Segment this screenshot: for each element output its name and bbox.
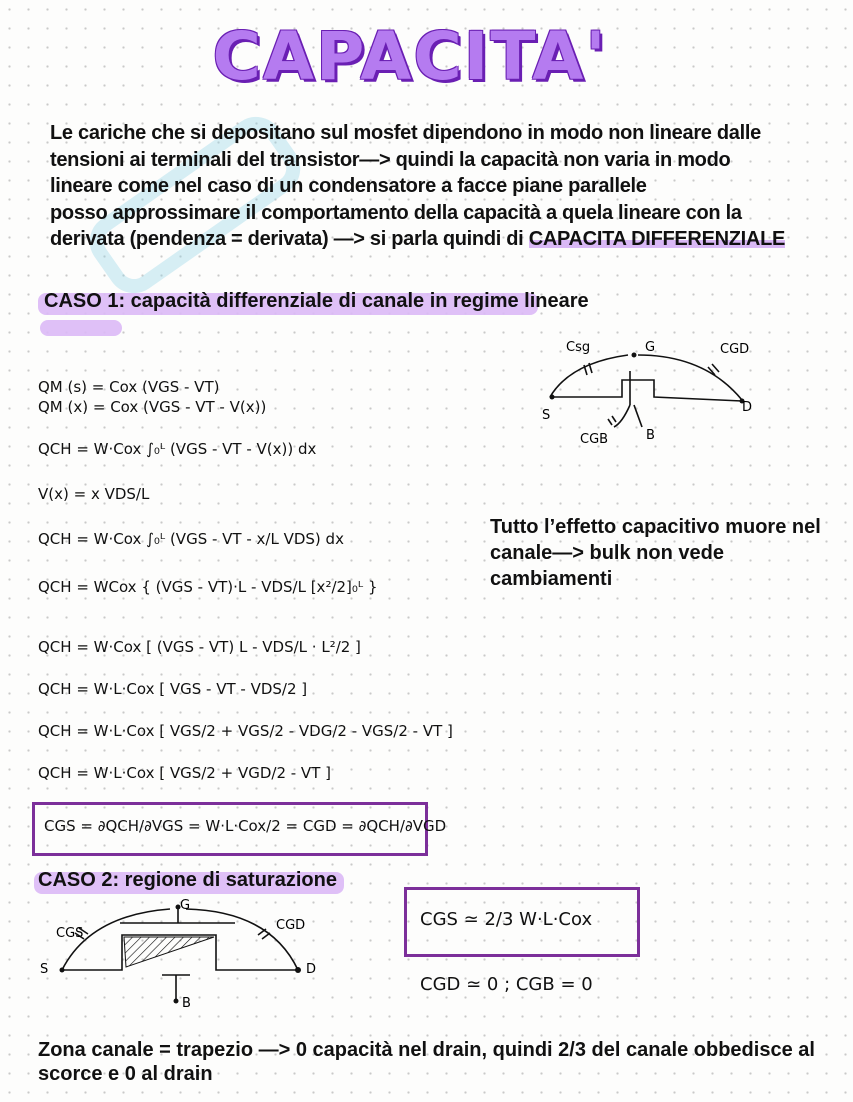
mosfet-linear-diagram <box>530 335 780 450</box>
equation-line: QCH = W·L·Cox [ VGS/2 + VGS/2 - VDG/2 - VGS/2 - VT ] <box>38 722 453 740</box>
equation-line: V(x) = x VDS/L <box>38 485 150 503</box>
label-csg: Csg <box>566 340 591 355</box>
case2-heading: CASO 2: regione di saturazione <box>38 869 337 891</box>
label-cgs: CGS <box>56 926 84 941</box>
note-line: canale—> bulk non vede <box>490 542 724 564</box>
label-d: D <box>306 962 317 977</box>
result-case2: CGS ≃ 2/3 W·L·Cox <box>420 909 593 930</box>
label-b: B <box>646 428 655 443</box>
intro-paragraph <box>50 120 840 253</box>
note-line: Tutto l’effetto capacitivo muore nel <box>490 516 821 538</box>
equation-line: QCH = W·L·Cox [ VGS - VT - VDS/2 ] <box>38 680 308 698</box>
highlighted-term: CAPACITA DIFFERENZIALE <box>528 228 786 250</box>
intro-line: tensioni ai terminali del transistor—> quindi la capacità non varia in modo <box>50 148 731 171</box>
label-s: S <box>542 408 551 423</box>
equation-line: QCH = WCox { (VGS - VT)·L - VDS/L [x²/2]₀ᴸ } <box>38 578 378 596</box>
bottom-text <box>38 1038 848 1086</box>
mosfet-saturation-diagram <box>30 895 330 1010</box>
equation-line: QM (s) = Cox (VGS - VT) <box>38 378 220 396</box>
label-cgd: CGD <box>720 342 750 357</box>
equation-line: QCH = W·Cox [ (VGS - VT) L - VDS/L · L²/2 ] <box>38 638 361 656</box>
label-cgb: CGB <box>580 432 609 447</box>
label-b: B <box>182 996 191 1010</box>
label-g: G <box>645 340 656 355</box>
note-line: cambiamenti <box>490 568 613 590</box>
label-cgd: CGD <box>276 918 306 933</box>
bottom-line: Zona canale = trapezio —> 0 capacità nel drain, quindi 2/3 del canale obbedisce al <box>38 1039 815 1061</box>
page-title: CAPACITA' <box>212 18 608 95</box>
case1-heading: CASO 1: capacità differenziale di canale in regime lineare <box>44 290 589 312</box>
intro-line: Le cariche che si depositano sul mosfet dipendono in modo non lineare dalle <box>50 122 761 144</box>
bottom-line: scorce e 0 al drain <box>38 1063 213 1085</box>
case2-extra: CGD ≃ 0 ; CGB = 0 <box>420 974 593 995</box>
heading-highlight <box>40 320 122 336</box>
intro-line: lineare come nel caso di un condensatore a facce piane parallele <box>50 175 647 197</box>
case1-note <box>490 514 850 592</box>
equation-line: QM (x) = Cox (VGS - VT - V(x)) <box>38 398 267 416</box>
label-s: S <box>40 962 49 977</box>
label-g: G <box>180 898 191 913</box>
intro-line: posso approssimare il comportamento della capacità a quela lineare con la <box>50 201 742 224</box>
equation-line: QCH = W·L·Cox [ VGS/2 + VGD/2 - VT ] <box>38 764 331 782</box>
intro-line: derivata (pendenza = derivata) —> si parla quindi di CAPACITA DIFFERENZIALE <box>50 228 786 250</box>
equation-line: QCH = W·Cox ∫₀ᴸ (VGS - VT - V(x)) dx <box>38 440 317 458</box>
label-d: D <box>742 400 753 415</box>
equation-line: QCH = W·Cox ∫₀ᴸ (VGS - VT - x/L VDS) dx <box>38 530 344 548</box>
result-case1: CGS = ∂QCH/∂VGS = W·L·Cox/2 = CGD = ∂QCH/∂VGD <box>44 817 447 835</box>
